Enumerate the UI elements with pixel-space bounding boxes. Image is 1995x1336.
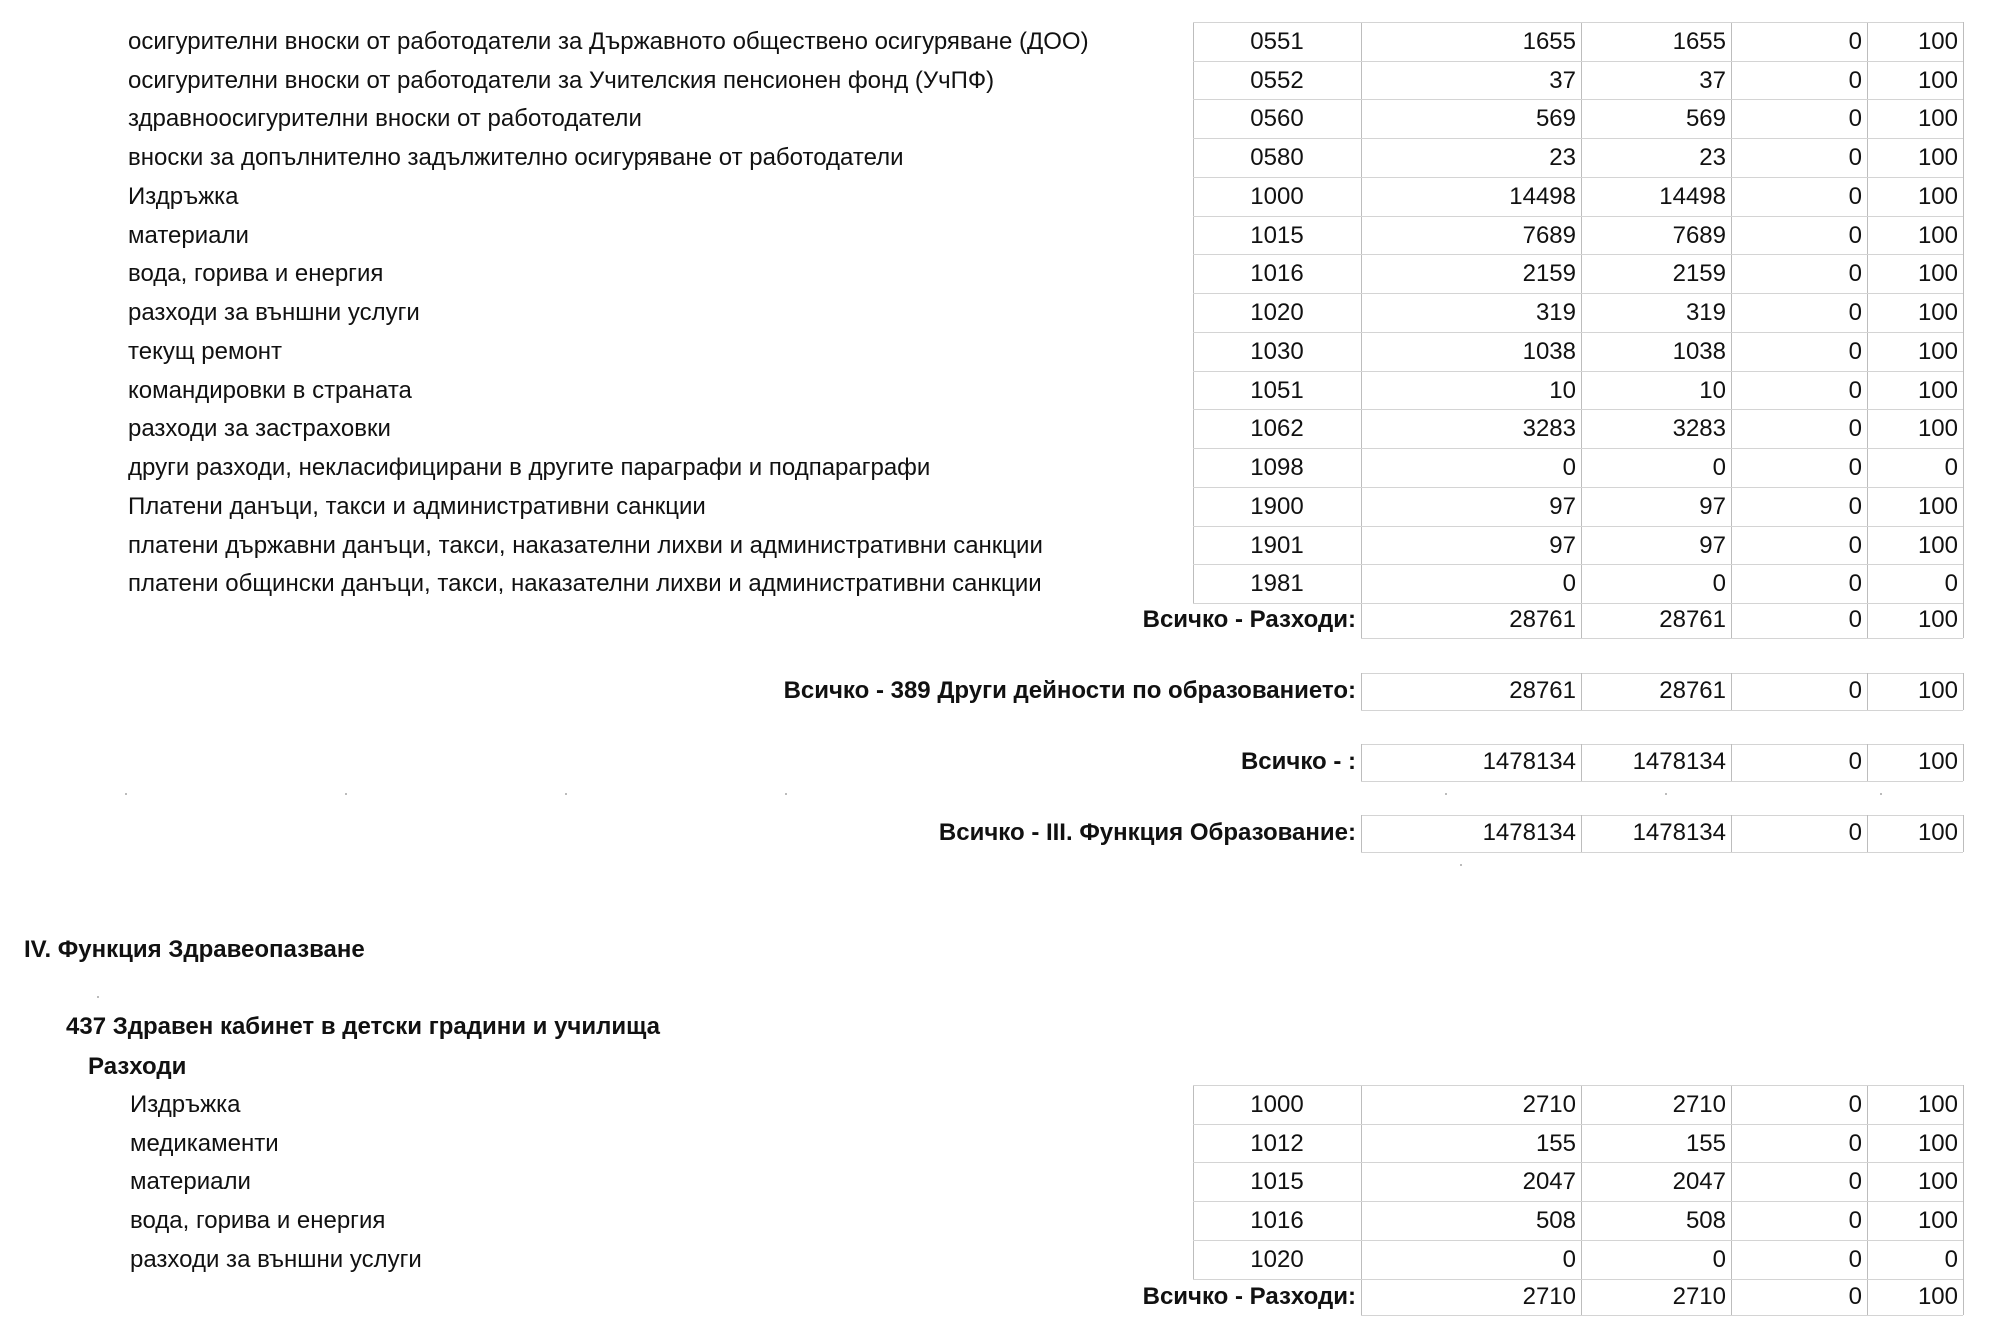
- row-name: вноски за допълнително задължително осигуряване от работодатели: [128, 144, 904, 171]
- row-percent: 100: [1917, 338, 1958, 365]
- row-difference: 0: [1848, 183, 1862, 210]
- row-code: 1098: [1250, 454, 1304, 481]
- table-grid-line: [1193, 61, 1963, 62]
- table-grid-line: [1361, 710, 1963, 711]
- row-difference: 0: [1848, 299, 1862, 326]
- table-grid-line: [1867, 673, 1868, 710]
- row-code: 1062: [1250, 415, 1304, 442]
- table-grid-line: [1193, 22, 1194, 604]
- row-code: 1000: [1250, 183, 1304, 210]
- total-percent: 100: [1917, 819, 1958, 846]
- row-plan-value: 0: [1562, 454, 1576, 481]
- activity-title: 437 Здравен кабинет в детски градини и училища: [66, 1013, 660, 1040]
- table-grid-line: [1193, 1124, 1963, 1125]
- row-code: 0551: [1250, 28, 1304, 55]
- scan-speck: [1445, 793, 1447, 795]
- row-percent: 100: [1917, 28, 1958, 55]
- table-grid-line: [1193, 526, 1963, 527]
- row-code: 1015: [1250, 222, 1304, 249]
- total-label: Всичко - Разходи:: [1142, 1283, 1356, 1310]
- row-name: Издръжка: [130, 1091, 241, 1118]
- row-plan-value: 155: [1535, 1130, 1576, 1157]
- total-plan-value: 1478134: [1482, 748, 1576, 775]
- row-actual-value: 569: [1685, 105, 1726, 132]
- table-grid-line: [1963, 815, 1964, 852]
- total-percent: 100: [1917, 606, 1958, 633]
- table-grid-line: [1361, 1085, 1362, 1315]
- row-name: разходи за външни услуги: [128, 299, 420, 326]
- row-difference: 0: [1848, 222, 1862, 249]
- row-percent: 0: [1944, 454, 1958, 481]
- row-difference: 0: [1848, 493, 1862, 520]
- table-grid-line: [1731, 22, 1732, 638]
- row-percent: 100: [1917, 105, 1958, 132]
- row-code: 1016: [1250, 1207, 1304, 1234]
- table-grid-line: [1193, 1085, 1963, 1086]
- row-actual-value: 1655: [1672, 28, 1726, 55]
- table-grid-line: [1193, 564, 1963, 565]
- table-grid-line: [1361, 815, 1362, 852]
- total-label: Всичко - 389 Други дейности по образованието:: [783, 677, 1356, 704]
- row-plan-value: 97: [1549, 493, 1576, 520]
- table-grid-line: [1361, 673, 1362, 710]
- table-grid-line: [1193, 409, 1963, 410]
- row-plan-value: 2159: [1522, 260, 1576, 287]
- total-actual-value: 28761: [1659, 606, 1726, 633]
- row-plan-value: 23: [1549, 144, 1576, 171]
- row-code: 1981: [1250, 570, 1304, 597]
- row-actual-value: 0: [1712, 454, 1726, 481]
- row-name: вода, горива и енергия: [130, 1207, 386, 1234]
- row-name: разходи за външни услуги: [130, 1246, 422, 1273]
- row-difference: 0: [1848, 532, 1862, 559]
- row-actual-value: 2047: [1672, 1168, 1726, 1195]
- row-percent: 100: [1917, 1091, 1958, 1118]
- row-actual-value: 319: [1685, 299, 1726, 326]
- table-grid-line: [1361, 744, 1362, 781]
- row-name: разходи за застраховки: [128, 415, 391, 442]
- total-plan-value: 28761: [1509, 677, 1576, 704]
- row-difference: 0: [1848, 1246, 1862, 1273]
- row-percent: 100: [1917, 493, 1958, 520]
- row-actual-value: 97: [1699, 532, 1726, 559]
- row-plan-value: 14498: [1509, 183, 1576, 210]
- total-actual-value: 28761: [1659, 677, 1726, 704]
- row-code: 1015: [1250, 1168, 1304, 1195]
- row-actual-value: 10: [1699, 377, 1726, 404]
- table-grid-line: [1193, 1201, 1963, 1202]
- table-grid-line: [1193, 603, 1963, 604]
- scan-speck: [785, 793, 787, 795]
- row-name: вода, горива и енергия: [128, 260, 384, 287]
- table-grid-line: [1731, 1085, 1732, 1315]
- row-name: други разходи, некласифицирани в другите параграфи и подпараграфи: [128, 454, 931, 481]
- row-plan-value: 508: [1535, 1207, 1576, 1234]
- row-difference: 0: [1848, 28, 1862, 55]
- total-difference: 0: [1848, 677, 1862, 704]
- row-difference: 0: [1848, 260, 1862, 287]
- row-plan-value: 97: [1549, 532, 1576, 559]
- row-percent: 100: [1917, 1207, 1958, 1234]
- row-code: 1020: [1250, 299, 1304, 326]
- total-actual-value: 2710: [1672, 1283, 1726, 1310]
- total-plan-value: 1478134: [1482, 819, 1576, 846]
- row-difference: 0: [1848, 1091, 1862, 1118]
- row-percent: 0: [1944, 570, 1958, 597]
- row-percent: 100: [1917, 377, 1958, 404]
- row-plan-value: 10: [1549, 377, 1576, 404]
- table-grid-line: [1963, 1085, 1964, 1315]
- scan-speck: [1665, 793, 1667, 795]
- row-actual-value: 2159: [1672, 260, 1726, 287]
- row-actual-value: 0: [1712, 570, 1726, 597]
- row-percent: 100: [1917, 532, 1958, 559]
- row-difference: 0: [1848, 377, 1862, 404]
- row-code: 1901: [1250, 532, 1304, 559]
- row-actual-value: 7689: [1672, 222, 1726, 249]
- table-grid-line: [1867, 815, 1868, 852]
- row-name: осигурителни вноски от работодатели за Държавното обществено осигуряване (ДОО): [128, 28, 1089, 55]
- table-grid-line: [1193, 293, 1963, 294]
- row-name: осигурителни вноски от работодатели за Учителския пенсионен фонд (УчПФ): [128, 67, 995, 94]
- table-grid-line: [1193, 254, 1963, 255]
- total-difference: 0: [1848, 606, 1862, 633]
- row-percent: 100: [1917, 415, 1958, 442]
- scan-speck: [1880, 793, 1882, 795]
- total-difference: 0: [1848, 1283, 1862, 1310]
- table-grid-line: [1731, 744, 1732, 781]
- row-plan-value: 569: [1535, 105, 1576, 132]
- row-difference: 0: [1848, 415, 1862, 442]
- table-grid-line: [1193, 1162, 1963, 1163]
- row-difference: 0: [1848, 1130, 1862, 1157]
- table-grid-line: [1193, 371, 1963, 372]
- table-grid-line: [1193, 1085, 1194, 1279]
- total-actual-value: 1478134: [1632, 748, 1726, 775]
- table-grid-line: [1963, 22, 1964, 638]
- row-actual-value: 1038: [1672, 338, 1726, 365]
- total-percent: 100: [1917, 748, 1958, 775]
- total-plan-value: 2710: [1522, 1283, 1576, 1310]
- row-plan-value: 7689: [1522, 222, 1576, 249]
- row-name: текущ ремонт: [128, 338, 283, 365]
- table-grid-line: [1193, 487, 1963, 488]
- table-grid-line: [1193, 332, 1963, 333]
- table-grid-line: [1193, 99, 1963, 100]
- table-grid-line: [1581, 744, 1582, 781]
- scan-speck: [1460, 864, 1462, 866]
- total-percent: 100: [1917, 677, 1958, 704]
- table-grid-line: [1193, 216, 1963, 217]
- table-grid-line: [1361, 815, 1963, 816]
- row-name: материали: [130, 1168, 251, 1195]
- table-grid-line: [1867, 744, 1868, 781]
- row-name: материали: [128, 222, 249, 249]
- row-actual-value: 155: [1685, 1130, 1726, 1157]
- row-percent: 100: [1917, 144, 1958, 171]
- row-code: 1016: [1250, 260, 1304, 287]
- row-percent: 100: [1917, 183, 1958, 210]
- row-code: 0552: [1250, 67, 1304, 94]
- row-percent: 100: [1917, 222, 1958, 249]
- row-code: 1030: [1250, 338, 1304, 365]
- row-actual-value: 97: [1699, 493, 1726, 520]
- table-grid-line: [1193, 1240, 1963, 1241]
- row-actual-value: 23: [1699, 144, 1726, 171]
- row-percent: 100: [1917, 260, 1958, 287]
- row-actual-value: 508: [1685, 1207, 1726, 1234]
- section-title: IV. Функция Здравеопазване: [24, 936, 365, 963]
- row-code: 1012: [1250, 1130, 1304, 1157]
- row-difference: 0: [1848, 105, 1862, 132]
- total-label: Всичко - III. Функция Образование:: [938, 819, 1356, 846]
- table-grid-line: [1193, 1279, 1963, 1280]
- row-percent: 0: [1944, 1246, 1958, 1273]
- table-grid-line: [1361, 744, 1963, 745]
- row-name: медикаменти: [130, 1130, 279, 1157]
- row-code: 1000: [1250, 1091, 1304, 1118]
- total-actual-value: 1478134: [1632, 819, 1726, 846]
- row-percent: 100: [1917, 299, 1958, 326]
- row-percent: 100: [1917, 1130, 1958, 1157]
- total-label: Всичко - Разходи:: [1142, 606, 1356, 633]
- group-title: Разходи: [88, 1053, 187, 1080]
- row-percent: 100: [1917, 67, 1958, 94]
- row-actual-value: 14498: [1659, 183, 1726, 210]
- row-plan-value: 0: [1562, 570, 1576, 597]
- total-difference: 0: [1848, 819, 1862, 846]
- table-grid-line: [1361, 673, 1963, 674]
- row-code: 0580: [1250, 144, 1304, 171]
- table-grid-line: [1361, 781, 1963, 782]
- table-grid-line: [1867, 22, 1868, 638]
- scan-speck: [345, 793, 347, 795]
- table-grid-line: [1193, 138, 1963, 139]
- row-actual-value: 37: [1699, 67, 1726, 94]
- scan-speck: [565, 793, 567, 795]
- row-actual-value: 3283: [1672, 415, 1726, 442]
- table-grid-line: [1361, 852, 1963, 853]
- row-code: 1020: [1250, 1246, 1304, 1273]
- total-plan-value: 28761: [1509, 606, 1576, 633]
- row-name: Платени данъци, такси и административни санкции: [128, 493, 706, 520]
- table-grid-line: [1731, 815, 1732, 852]
- scan-speck: [97, 996, 99, 998]
- row-plan-value: 2710: [1522, 1091, 1576, 1118]
- table-grid-line: [1193, 448, 1963, 449]
- row-actual-value: 0: [1712, 1246, 1726, 1273]
- row-code: 1051: [1250, 377, 1304, 404]
- row-difference: 0: [1848, 338, 1862, 365]
- row-name: здравноосигурителни вноски от работодатели: [128, 105, 642, 132]
- row-percent: 100: [1917, 1168, 1958, 1195]
- table-grid-line: [1581, 22, 1582, 638]
- row-difference: 0: [1848, 67, 1862, 94]
- row-difference: 0: [1848, 144, 1862, 171]
- row-plan-value: 1655: [1522, 28, 1576, 55]
- row-plan-value: 37: [1549, 67, 1576, 94]
- total-label: Всичко - :: [1240, 748, 1356, 775]
- table-grid-line: [1731, 673, 1732, 710]
- table-grid-line: [1581, 815, 1582, 852]
- table-grid-line: [1963, 673, 1964, 710]
- row-difference: 0: [1848, 1207, 1862, 1234]
- table-grid-line: [1581, 1085, 1582, 1315]
- row-name: командировки в страната: [128, 377, 412, 404]
- row-name: платени държавни данъци, такси, наказателни лихви и административни санкции: [128, 532, 1043, 559]
- row-plan-value: 2047: [1522, 1168, 1576, 1195]
- row-difference: 0: [1848, 570, 1862, 597]
- row-name: Издръжка: [128, 183, 239, 210]
- row-plan-value: 319: [1535, 299, 1576, 326]
- total-percent: 100: [1917, 1283, 1958, 1310]
- row-difference: 0: [1848, 1168, 1862, 1195]
- table-grid-line: [1867, 1085, 1868, 1315]
- table-grid-line: [1193, 22, 1963, 23]
- table-grid-line: [1193, 177, 1963, 178]
- table-grid-line: [1361, 22, 1362, 638]
- row-plan-value: 3283: [1522, 415, 1576, 442]
- row-actual-value: 2710: [1672, 1091, 1726, 1118]
- row-code: 0560: [1250, 105, 1304, 132]
- row-code: 1900: [1250, 493, 1304, 520]
- row-difference: 0: [1848, 454, 1862, 481]
- table-grid-line: [1963, 744, 1964, 781]
- table-grid-line: [1581, 673, 1582, 710]
- row-plan-value: 0: [1562, 1246, 1576, 1273]
- total-difference: 0: [1848, 748, 1862, 775]
- row-name: платени общински данъци, такси, наказателни лихви и административни санкции: [128, 570, 1042, 597]
- scan-speck: [125, 793, 127, 795]
- row-plan-value: 1038: [1522, 338, 1576, 365]
